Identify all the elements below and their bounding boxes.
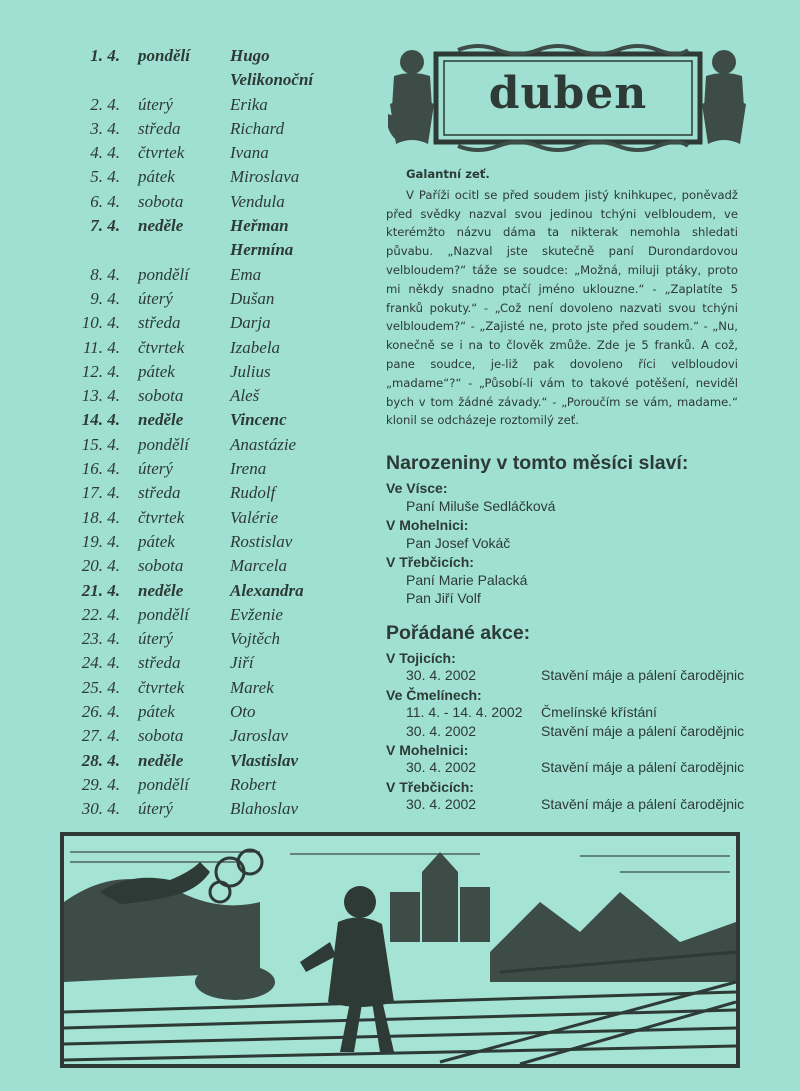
event-date: 30. 4. 2002 xyxy=(406,667,477,684)
event-name: Stavění máje a pálení čarodějnic xyxy=(541,667,745,684)
calendar-weekday: pondělí xyxy=(138,774,189,794)
calendar-row xyxy=(58,700,378,724)
calendar-weekday: sobota xyxy=(138,386,184,406)
calendar-row xyxy=(58,579,378,603)
calendar-row xyxy=(58,749,378,773)
calendar-weekday: čtvrtek xyxy=(138,677,185,697)
calendar-row xyxy=(58,336,378,360)
calendar-weekday: čtvrtek xyxy=(138,337,185,357)
calendar-weekday: středa xyxy=(138,653,181,673)
calendar-date: 25. 4. xyxy=(81,677,120,697)
calendar-nameday: Rudolf xyxy=(230,483,276,503)
birthday-place: V Třebčicích: xyxy=(386,553,474,570)
calendar-weekday: pondělí xyxy=(138,46,190,65)
calendar-date: 12. 4. xyxy=(81,361,120,381)
calendar-date: 29. 4. xyxy=(81,774,120,794)
calendar-weekday: pondělí xyxy=(138,264,189,284)
events-list xyxy=(386,649,766,815)
calendar-nameday: Heřman xyxy=(230,216,289,236)
calendar-weekday: sobota xyxy=(138,556,184,576)
calendar-date: 27. 4. xyxy=(81,726,120,746)
calendar-weekday: středa xyxy=(138,483,181,503)
calendar-weekday: středa xyxy=(138,118,181,138)
calendar-nameday: Izabela xyxy=(230,337,281,357)
calendar-row xyxy=(58,44,378,93)
birthday-person: Paní Miluše Sedláčková xyxy=(406,498,556,515)
calendar-row xyxy=(58,311,378,335)
article-heading: Galantní zeť. xyxy=(406,167,490,181)
birthdays-section xyxy=(386,452,766,608)
calendar-nameday: Rostislav xyxy=(230,531,293,551)
calendar-weekday: úterý xyxy=(138,629,173,649)
calendar-row xyxy=(58,724,378,748)
calendar-row xyxy=(58,481,378,505)
calendar-nameday: Vojtěch xyxy=(230,629,281,649)
article xyxy=(386,165,738,430)
calendar-weekday: úterý xyxy=(138,799,173,819)
event-name: Čmelínské křístání xyxy=(541,704,657,721)
calendar-row xyxy=(58,433,378,457)
calendar-nameday: Blahoslav xyxy=(230,799,298,819)
calendar-nameday: Julius xyxy=(230,361,271,381)
calendar-row xyxy=(58,214,378,263)
calendar-date: 3. 4. xyxy=(90,118,120,138)
calendar-nameday: Irena xyxy=(230,459,267,479)
calendar-date: 6. 4. xyxy=(90,191,120,211)
calendar-date: 7. 4. xyxy=(90,216,120,236)
calendar-nameday: Miroslava xyxy=(230,167,300,187)
calendar-nameday: Aleš xyxy=(230,386,260,406)
calendar-row xyxy=(58,263,378,287)
calendar-date: 14. 4. xyxy=(81,410,120,430)
calendar-row xyxy=(58,506,378,530)
event-row xyxy=(386,723,766,741)
birthday-person: Paní Marie Palacká xyxy=(406,572,528,589)
calendar-date: 11. 4. xyxy=(83,337,120,357)
calendar-row xyxy=(58,457,378,481)
calendar-row xyxy=(58,554,378,578)
calendar-nameday: Hugo xyxy=(230,46,270,65)
calendar-nameday: Darja xyxy=(230,313,271,333)
calendar-row xyxy=(58,797,378,821)
event-row xyxy=(386,759,766,777)
calendar-row xyxy=(58,165,378,189)
calendar-row xyxy=(58,384,378,408)
calendar-nameday: Alexandra xyxy=(230,580,304,600)
calendar-row xyxy=(58,287,378,311)
calendar-row xyxy=(58,117,378,141)
birthday-place: V Mohelnici: xyxy=(386,516,469,533)
calendar-row xyxy=(58,627,378,651)
birthday-person: Pan Jiří Volf xyxy=(406,590,481,607)
calendar-nameday: Richard xyxy=(230,118,285,138)
calendar-row xyxy=(58,530,378,554)
calendar-nameday: Robert xyxy=(230,774,277,794)
event-name: Stavění máje a pálení čarodějnic xyxy=(541,722,745,739)
calendar-nameday: Valérie xyxy=(230,507,279,527)
event-row xyxy=(386,667,766,685)
calendar-nameday: Erika xyxy=(230,94,268,114)
event-name: Stavění máje a pálení čarodějnic xyxy=(541,796,745,813)
calendar-nameday: Anastázie xyxy=(230,434,297,454)
calendar-nameday-second: Hermína xyxy=(230,240,294,260)
calendar-weekday: pátek xyxy=(138,167,175,187)
calendar-nameday: Vendula xyxy=(230,191,285,211)
calendar-weekday: sobota xyxy=(138,191,184,211)
calendar-nameday: Dušan xyxy=(230,288,275,308)
calendar-date: 8. 4. xyxy=(90,264,120,284)
calendar-row xyxy=(58,676,378,700)
calendar-nameday: Vlastislav xyxy=(230,750,299,770)
calendar-date: 13. 4. xyxy=(81,386,120,406)
calendar-weekday: neděle xyxy=(138,410,184,430)
event-date: 30. 4. 2002 xyxy=(406,722,477,739)
calendar-date: 15. 4. xyxy=(81,434,120,454)
calendar-date: 18. 4. xyxy=(81,507,120,527)
event-row xyxy=(386,704,766,722)
calendar-date: 21. 4. xyxy=(81,580,120,600)
calendar-date: 20. 4. xyxy=(81,556,120,576)
calendar-nameday: Jaroslav xyxy=(230,726,288,746)
calendar-date: 19. 4. xyxy=(81,531,120,551)
woodcut-illustration xyxy=(60,832,740,1068)
calendar-date: 10. 4. xyxy=(81,313,120,333)
birthdays-title: Narozeniny v tomto měsíci slaví: xyxy=(386,452,689,474)
calendar-weekday: úterý xyxy=(138,459,173,479)
calendar-row xyxy=(58,408,378,432)
calendar-row xyxy=(58,360,378,384)
event-date: 30. 4. 2002 xyxy=(406,796,477,813)
calendar-nameday-second: Velikonoční xyxy=(230,70,314,90)
events-section xyxy=(386,622,766,815)
calendar-weekday: čtvrtek xyxy=(138,143,185,163)
calendar-row xyxy=(58,141,378,165)
event-place: V Mohelnici: xyxy=(386,741,469,758)
calendar-date: 26. 4. xyxy=(81,702,120,722)
calendar-nameday: Marek xyxy=(230,677,274,697)
birthday-place: Ve Vísce: xyxy=(386,480,448,496)
calendar-date: 23. 4. xyxy=(81,629,120,649)
event-place: V Tojicích: xyxy=(386,650,456,666)
birthday-person: Pan Josef Vokáč xyxy=(406,535,511,552)
calendar-date: 16. 4. xyxy=(81,459,120,479)
calendar-date: 30. 4. xyxy=(81,799,120,819)
event-place: V Třebčicích: xyxy=(386,778,474,795)
calendar-list xyxy=(58,44,378,822)
calendar-weekday: středa xyxy=(138,313,181,333)
calendar-date: 28. 4. xyxy=(81,750,120,770)
calendar-nameday: Vincenc xyxy=(230,410,287,430)
calendar-nameday: Oto xyxy=(230,702,256,722)
event-date: 11. 4. - 14. 4. 2002 xyxy=(406,704,523,721)
calendar-row xyxy=(58,190,378,214)
calendar-row xyxy=(58,773,378,797)
calendar-nameday: Marcela xyxy=(230,556,287,576)
calendar-date: 4. 4. xyxy=(90,143,120,163)
calendar-weekday: neděle xyxy=(138,750,184,770)
calendar-date: 5. 4. xyxy=(90,167,120,187)
calendar-date: 9. 4. xyxy=(90,288,120,308)
calendar-weekday: čtvrtek xyxy=(138,507,185,527)
calendar-date: 1. 4. xyxy=(90,46,120,65)
events-title: Pořádané akce: xyxy=(386,622,531,644)
calendar-date: 17. 4. xyxy=(81,483,120,503)
calendar-weekday: pátek xyxy=(138,531,175,551)
event-row xyxy=(386,796,766,814)
calendar-weekday: pondělí xyxy=(138,604,189,624)
calendar-nameday: Jiří xyxy=(230,653,254,673)
calendar-nameday: Evženie xyxy=(230,604,283,624)
calendar-weekday: pátek xyxy=(138,361,175,381)
month-title: duben xyxy=(488,68,648,119)
calendar-nameday: Ema xyxy=(230,264,262,284)
calendar-row xyxy=(58,93,378,117)
birthdays-list xyxy=(386,479,766,608)
calendar-date: 22. 4. xyxy=(81,604,120,624)
calendar-weekday: sobota xyxy=(138,726,184,746)
calendar-date: 2. 4. xyxy=(90,94,120,114)
event-date: 30. 4. 2002 xyxy=(406,759,477,776)
calendar-weekday: neděle xyxy=(138,580,184,600)
calendar-row xyxy=(58,651,378,675)
article-body: V Paříži ocitl se před soudem jistý knihkupec, poněvadž před svědky nazval svou jedinou tchýni velbloudem, ve kterémžto názvu dáma ta nikterak nemohla shledati půvabu. „Nazval jste skutečně paní Durondardovou velbloudem?“ táže se soudce: „Možná, miluji ptáky, proto mi někdy snadno ptačí jméno uklouzne.“ - „Zaplatíte 5 franků pokuty.“ - „Což není dovoleno nazvati svou tchýni velbloudem?“ - „Zajisté ne, proto jste před soudem.“ - „Nu, konečně se i na to člověk zmůže. Zde je 5 franků. A což, pane soudce, je-liž pak dovoleno říci velbloudovi „madame“?“ - „Působí-li vám to takové potěšení, neviděl bych v tom žádné závady.“ - „Poroučím se vám, madame.“ klonil se odcházeje roztomilý zeť. xyxy=(386,187,738,428)
month-title-frame xyxy=(388,44,748,152)
calendar-weekday: úterý xyxy=(138,288,173,308)
calendar-weekday: pondělí xyxy=(138,434,189,454)
calendar-date: 24. 4. xyxy=(81,653,120,673)
calendar-weekday: pátek xyxy=(138,702,175,722)
calendar-row xyxy=(58,603,378,627)
calendar-weekday: úterý xyxy=(138,94,173,114)
event-name: Stavění máje a pálení čarodějnic xyxy=(541,759,745,776)
event-place: Ve Čmelínech: xyxy=(386,686,482,703)
calendar-weekday: neděle xyxy=(138,216,184,236)
calendar-nameday: Ivana xyxy=(230,143,269,163)
